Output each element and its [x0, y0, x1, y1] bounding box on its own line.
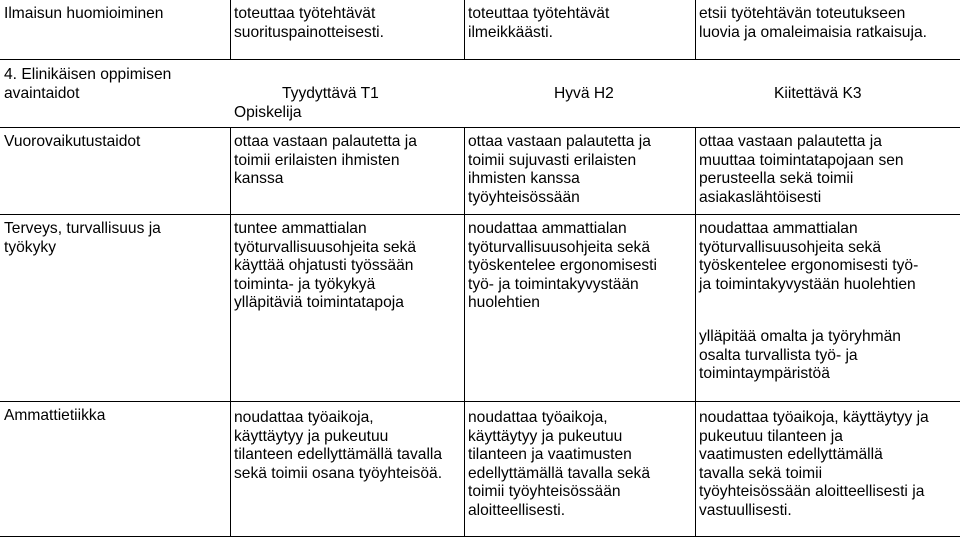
- rule-header-bottom: [0, 127, 960, 128]
- row-interaction-h2: ottaa vastaan palautetta ja toimii sujuvasti erilaisten ihmisten kanssa työyhteisössään: [468, 133, 651, 206]
- row-ethics-k3: noudattaa työaikoja, käyttäytyy ja pukeutuu tilanteen ja vaatimusten edellyttämällä tavalla sekä toimii työyhteisössään aloitteellisesti ja vastuullisesti.: [699, 409, 929, 519]
- subject-label: Opiskelija: [234, 104, 302, 121]
- column-header-t1: Tyydyttävä T1: [282, 85, 379, 102]
- top-row-h2: toteuttaa työtehtävät ilmeikkäästi.: [468, 5, 610, 41]
- rule-row1-bottom: [0, 214, 960, 215]
- row-safety-k3: noudattaa ammattialan työturvallisuusohjeita sekä työskentelee ergonomisesti työ- ja toimintakyvystään huolehtien: [699, 220, 919, 293]
- row-label-interaction: Vuorovaikutustaidot: [4, 133, 141, 150]
- column-header-k3: Kiitettävä K3: [774, 85, 862, 102]
- top-row-k3: etsii työtehtävän toteutukseen luovia ja omaleimaisia ratkaisuja.: [699, 5, 927, 41]
- rule-col-h2: [695, 127, 696, 537]
- rule-col-label: [230, 0, 231, 59]
- rule-table-bottom: [0, 536, 960, 537]
- top-row-t1: toteuttaa työtehtävät suorituspainotteisesti.: [234, 5, 384, 41]
- rule-col-t1: [464, 0, 465, 59]
- row-ethics-h2: noudattaa työaikoja, käyttäytyy ja pukeutuu tilanteen ja vaatimusten edellyttämällä tavalla sekä toimii työyhteisössään aloitteellisesti.: [468, 409, 651, 519]
- rule-row2-bottom: [0, 401, 960, 402]
- rule-top-row-bottom: [0, 59, 960, 60]
- row-label-ethics: Ammattietiikka: [4, 407, 106, 424]
- rule-col-t1: [464, 127, 465, 537]
- row-ethics-t1: noudattaa työaikoja, käyttäytyy ja pukeutuu tilanteen edellyttämällä tavalla sekä toimii osana työyhteisöä.: [234, 409, 443, 482]
- row-label-safety: Terveys, turvallisuus ja työkyky: [4, 220, 161, 256]
- column-header-h2: Hyvä H2: [554, 85, 614, 102]
- rule-col-label: [230, 127, 231, 537]
- row-interaction-k3: ottaa vastaan palautetta ja muuttaa toimintatapojaan sen perusteella sekä toimii asiakaslähtöisesti: [699, 133, 904, 206]
- top-row-label: Ilmaisun huomioiminen: [4, 5, 164, 22]
- rule-col-h2: [695, 0, 696, 59]
- row-safety-h2: noudattaa ammattialan työturvallisuusohjeita sekä työskentelee ergonomisesti työ- ja toimintakyvystään huolehtien: [468, 220, 657, 312]
- row-safety-k3-extra: ylläpitää omalta ja työryhmän osalta turvallista työ- ja toimintaympäristöä: [699, 328, 901, 383]
- section-title: 4. Elinikäisen oppimisen avaintaidot: [4, 66, 172, 102]
- row-interaction-t1: ottaa vastaan palautetta ja toimii erilaisten ihmisten kanssa: [234, 133, 417, 188]
- row-safety-t1: tuntee ammattialan työturvallisuusohjeita sekä käyttää ohjatusti työssään toiminta- ja työkykyä ylläpitäviä toimintatapoja: [234, 220, 417, 312]
